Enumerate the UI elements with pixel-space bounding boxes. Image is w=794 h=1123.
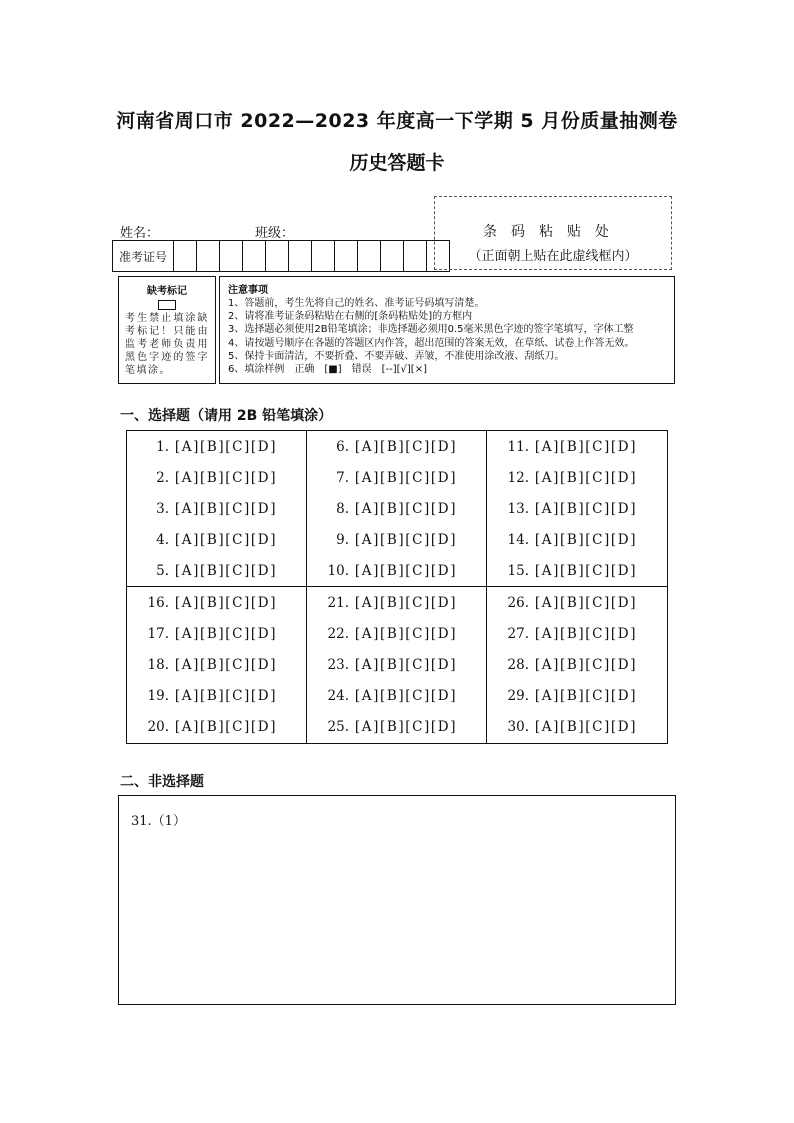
question-number: 28. [507,657,529,673]
name-label: 姓名： [120,226,160,241]
answer-options[interactable]: [A][B][C][D] [534,563,638,579]
answer-options[interactable]: [A][B][C][D] [354,595,458,611]
answer-options[interactable]: [A][B][C][D] [534,501,638,517]
answer-options[interactable]: [A][B][C][D] [174,470,278,486]
admission-digit-cell[interactable] [312,241,335,271]
admission-digit-cell[interactable] [381,241,404,271]
grid-divider [306,431,307,743]
answer-options[interactable]: [A][B][C][D] [534,439,638,455]
admission-digit-cell[interactable] [197,241,220,271]
question-number: 17. [147,626,169,642]
student-info-row [120,222,392,241]
choice-question-13[interactable] [495,501,637,517]
answer-options[interactable]: [A][B][C][D] [534,719,638,735]
class-field[interactable] [294,226,392,241]
note-item: 4、请按题号顺序在各题的答题区内作答，超出范围的答案无效，在草纸、试卷上作答无效。 [228,337,635,349]
choice-question-27[interactable] [495,626,637,642]
grid-divider [127,586,667,587]
choice-question-23[interactable] [315,657,457,673]
question-number: 30. [507,719,529,735]
grid-divider [486,431,487,743]
choice-answer-grid [126,430,668,744]
question-number: 26. [507,595,529,611]
notes-title: 注意事项 [228,285,268,296]
question-number: 2. [156,470,169,486]
choice-question-19[interactable] [135,688,277,704]
question-number: 12. [507,470,529,486]
choice-question-30[interactable] [495,719,637,735]
absence-title: 缺考标记 [147,286,187,297]
answer-options[interactable]: [A][B][C][D] [354,688,458,704]
answer-options[interactable]: [A][B][C][D] [174,719,278,735]
note-item: 2、请将准考证条码粘贴在右侧的[条码粘贴处]的方框内 [228,311,473,323]
choice-question-12[interactable] [495,470,637,486]
answer-options[interactable]: [A][B][C][D] [174,532,278,548]
choice-question-24[interactable] [315,688,457,704]
choice-question-3[interactable] [135,501,277,517]
question-number: 3. [156,501,169,517]
note-item: 1、答题前，考生先将自己的姓名、准考证号码填写清楚。 [228,298,485,309]
answer-options[interactable]: [A][B][C][D] [534,657,638,673]
choice-question-8[interactable] [315,501,457,517]
question-number: 9. [336,532,349,548]
admission-digit-cell[interactable] [404,241,427,271]
admission-digit-cell[interactable] [266,241,289,271]
answer-options[interactable]: [A][B][C][D] [354,626,458,642]
choice-question-22[interactable] [315,626,457,642]
choice-question-15[interactable] [495,563,637,579]
page-subtitle: 历史答题卡 [349,152,445,174]
answer-options[interactable]: [A][B][C][D] [174,688,278,704]
essay-answer-box[interactable] [118,795,676,1005]
question-number: 18. [147,657,169,673]
question-number: 1. [156,439,169,455]
answer-options[interactable]: [A][B][C][D] [174,501,278,517]
admission-digit-cell[interactable] [335,241,358,271]
answer-options[interactable]: [A][B][C][D] [174,626,278,642]
question-number: 6. [336,439,349,455]
admission-number-label: 准考证号 [113,241,174,271]
question-number: 22. [327,626,349,642]
question-number: 27. [507,626,529,642]
page-title: 河南省周口市 2022—2023 年度高一下学期 5 月份质量抽测卷 [116,110,678,132]
admission-digit-cell[interactable] [289,241,312,271]
choice-question-28[interactable] [495,657,637,673]
answer-options[interactable]: [A][B][C][D] [354,501,458,517]
answer-options[interactable]: [A][B][C][D] [534,595,638,611]
name-field[interactable] [159,226,255,241]
choice-question-18[interactable] [135,657,277,673]
answer-options[interactable]: [A][B][C][D] [174,563,278,579]
question-number: 4. [156,532,169,548]
question-number: 25. [327,719,349,735]
notes-box [219,276,675,384]
answer-options[interactable]: [A][B][C][D] [354,439,458,455]
answer-options[interactable]: [A][B][C][D] [534,688,638,704]
section-choice-title: 一、选择题（请用 2B 铅笔填涂） [120,408,333,424]
choice-question-20[interactable] [135,719,277,735]
question-number: 15. [507,563,529,579]
question-number: 7. [336,470,349,486]
absence-checkbox[interactable] [158,300,176,310]
admission-number-grid [112,240,450,272]
choice-question-17[interactable] [135,626,277,642]
choice-question-29[interactable] [495,688,637,704]
question-number: 20. [147,719,169,735]
answer-options[interactable]: [A][B][C][D] [534,470,638,486]
question-number: 10. [327,563,349,579]
choice-question-26[interactable] [495,595,637,611]
absence-text: 考生禁止填涂缺考标记！只能由监考老师负责用黑色字迹的签字笔填涂。 [125,313,209,376]
admission-digit-cell[interactable] [358,241,381,271]
choice-question-16[interactable] [135,595,277,611]
answer-options[interactable]: [A][B][C][D] [354,470,458,486]
admission-digit-cell[interactable] [174,241,197,271]
section-essay-title: 二、非选择题 [120,774,204,790]
answer-options[interactable]: [A][B][C][D] [354,532,458,548]
choice-question-2[interactable] [135,470,277,486]
question-number: 8. [336,501,349,517]
question-31-label: 31.（1） [131,814,186,829]
question-number: 13. [507,501,529,517]
answer-options[interactable]: [A][B][C][D] [174,657,278,673]
question-number: 21. [327,595,349,611]
choice-question-6[interactable] [315,439,457,455]
question-number: 11. [507,439,529,455]
question-number: 16. [147,595,169,611]
answer-options[interactable]: [A][B][C][D] [174,595,278,611]
answer-options[interactable]: [A][B][C][D] [174,439,278,455]
choice-question-4[interactable] [135,532,277,548]
choice-question-14[interactable] [495,532,637,548]
admission-digit-cell[interactable] [220,241,243,271]
answer-options[interactable]: [A][B][C][D] [354,563,458,579]
admission-digit-cell[interactable] [243,241,266,271]
answer-options[interactable]: [A][B][C][D] [354,657,458,673]
note-item: 3、选择题必须使用2B铅笔填涂；非选择题必须用0.5毫米黑色字迹的签字笔填写，字体工整 [228,324,634,336]
choice-question-21[interactable] [315,595,457,611]
question-number: 5. [156,563,169,579]
choice-question-9[interactable] [315,532,457,548]
class-label: 班级： [255,226,295,241]
absence-mark-box [118,276,216,384]
choice-question-7[interactable] [315,470,457,486]
question-number: 19. [147,688,169,704]
answer-options[interactable]: [A][B][C][D] [354,719,458,735]
note-item: 5、保持卡面清洁，不要折叠、不要弄破、弄皱，不准使用涂改液、刮纸刀。 [228,350,565,362]
answer-options[interactable]: [A][B][C][D] [534,532,638,548]
barcode-area [434,196,672,270]
note-item: 6、填涂样例 正确 [■] 错误 [--][√][×] [228,364,427,376]
question-number: 29. [507,688,529,704]
barcode-title: 条码粘贴处 [483,224,623,240]
answer-options[interactable]: [A][B][C][D] [534,626,638,642]
question-number: 24. [327,688,349,704]
choice-question-1[interactable] [135,439,277,455]
barcode-note: （正面朝上贴在此虚线框内） [468,249,638,264]
choice-question-25[interactable] [315,719,457,735]
question-number: 23. [327,657,349,673]
choice-question-11[interactable] [495,439,637,455]
choice-question-10[interactable] [315,563,457,579]
question-number: 14. [507,532,529,548]
choice-question-5[interactable] [135,563,277,579]
